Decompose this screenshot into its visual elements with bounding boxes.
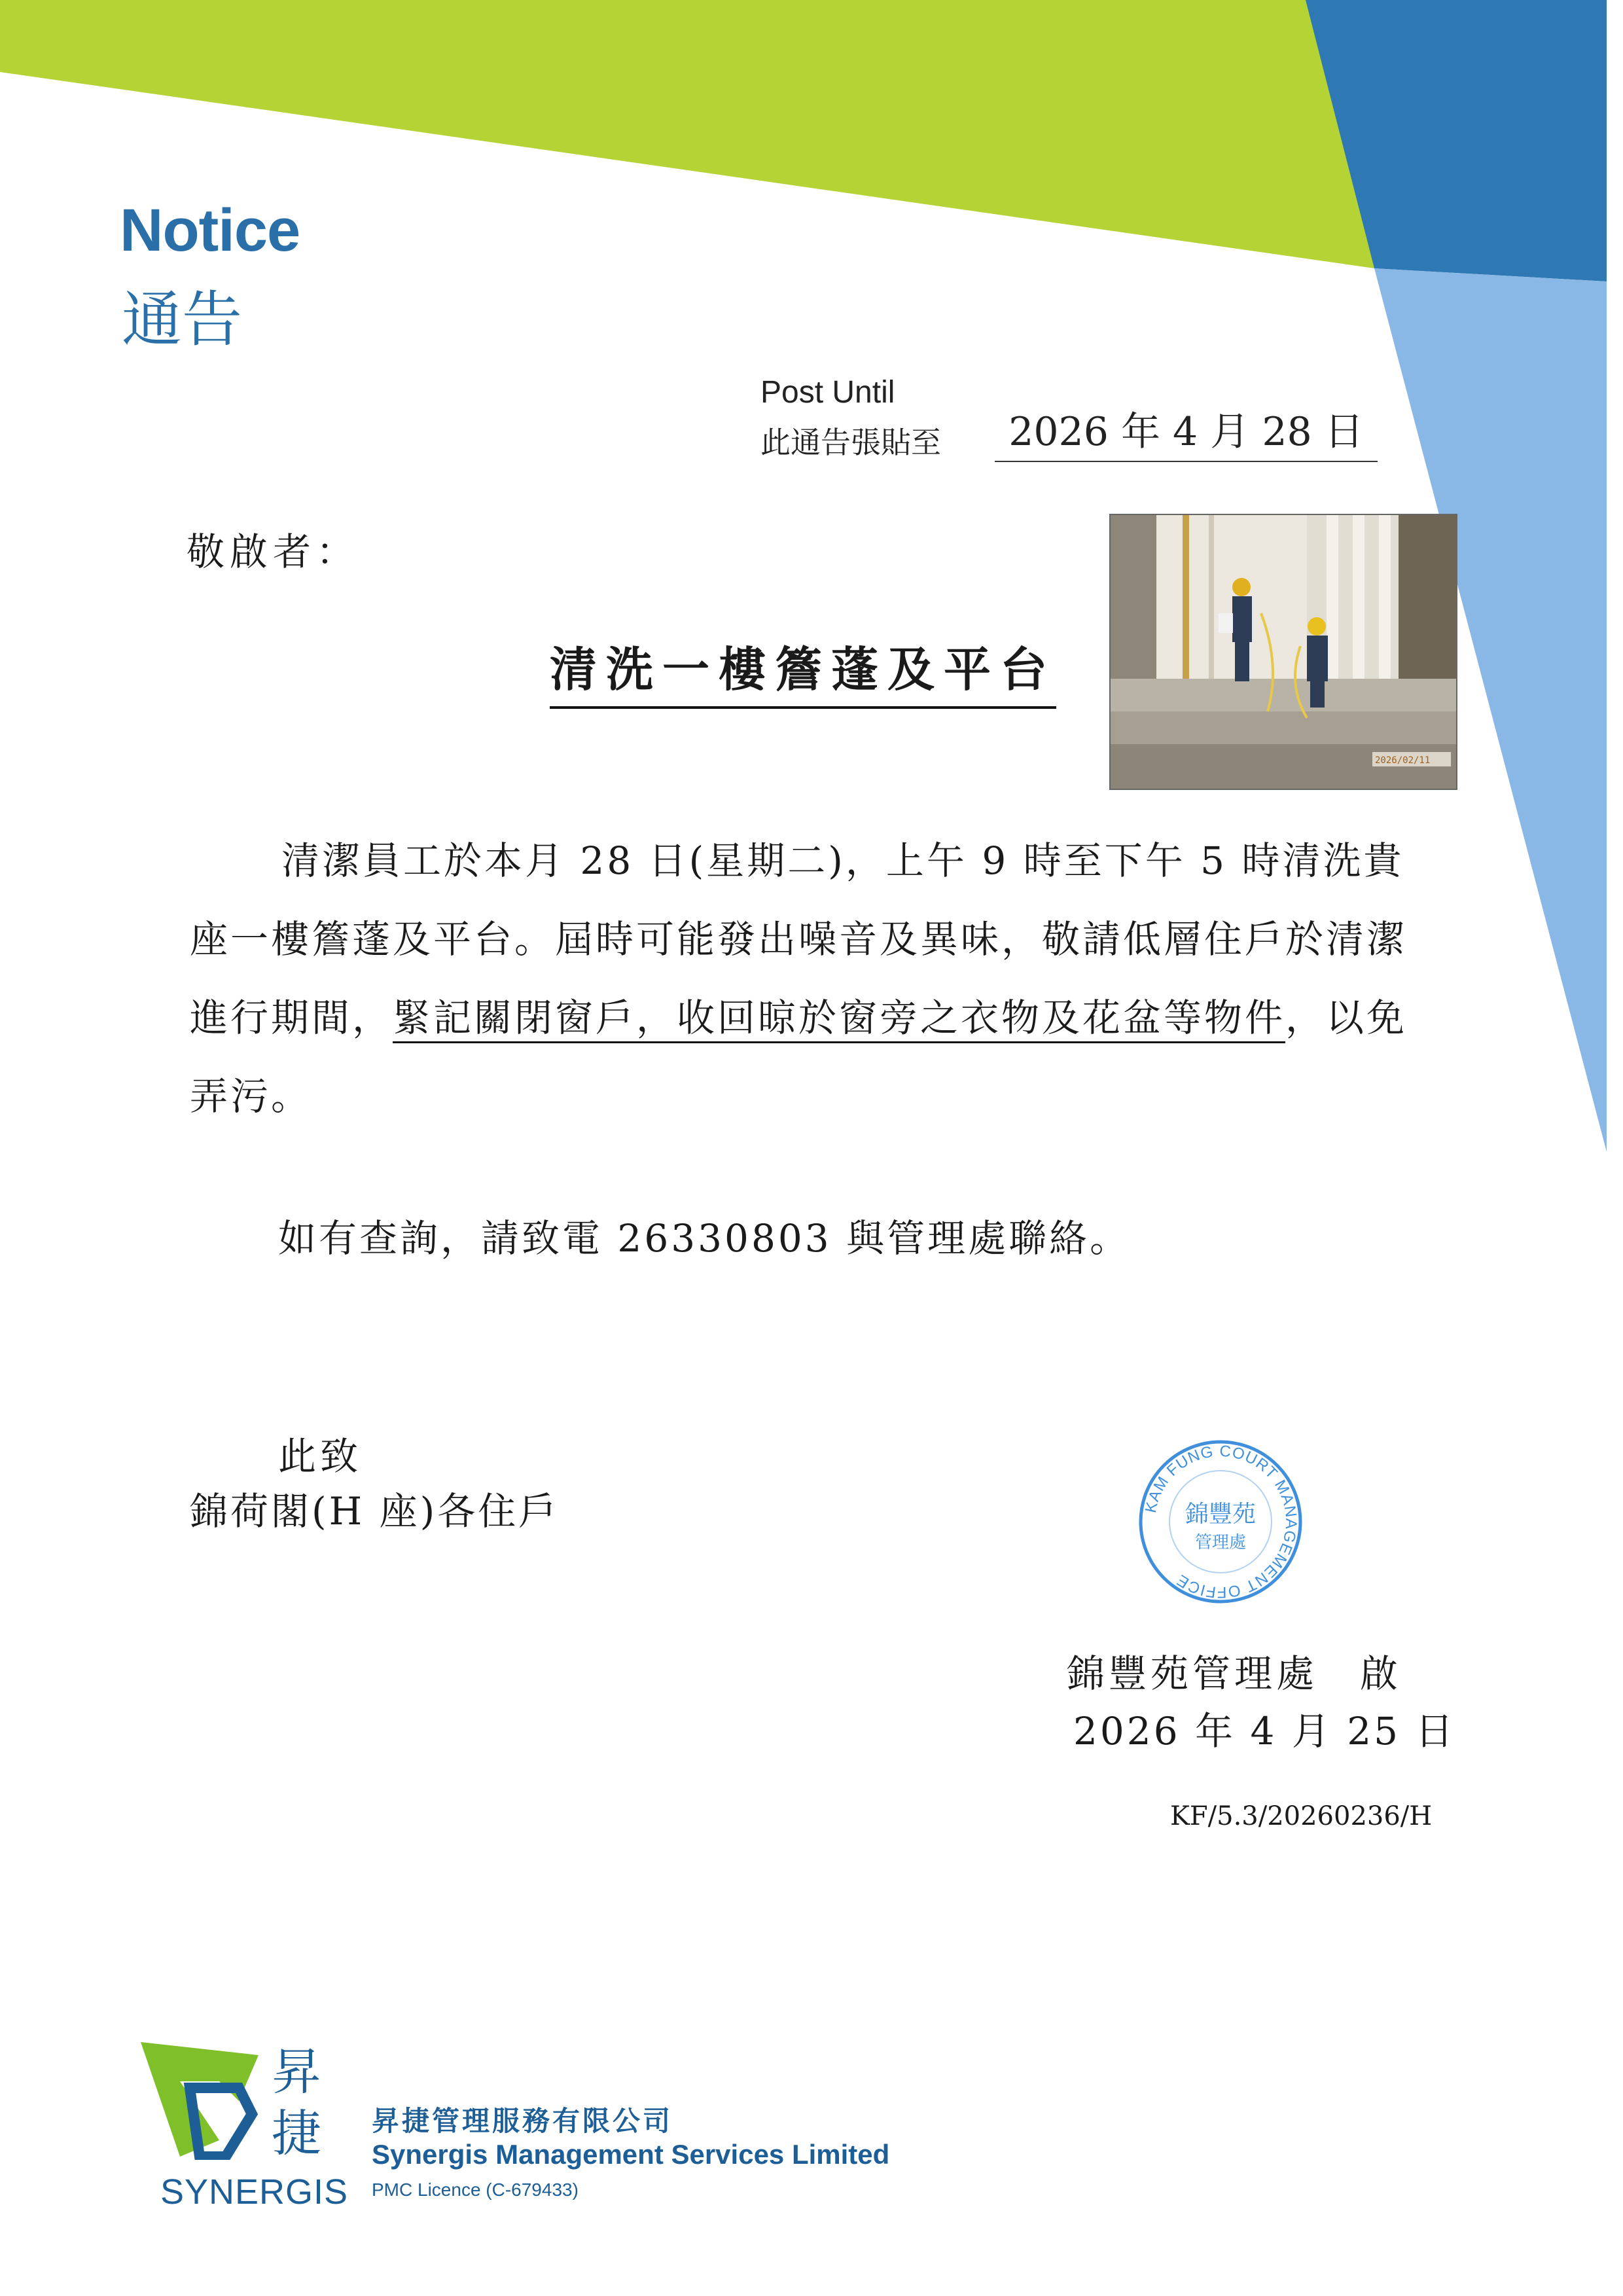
logo-char-1: 昇: [272, 2043, 321, 2101]
post-until-label-zh: 此通告張貼至: [760, 425, 941, 460]
cleaning-photo: [1109, 514, 1457, 790]
post-until-date: 2026 年 4 月 28 日: [995, 401, 1378, 462]
body-text-part1: 清潔員工於本月 28 日(星期二)，上午 9 時至下午 5 時清洗貴座一樓簷蓬及平台。屆時可能發出噪音及異味，敬請低層住戶於清潔進行期間，: [190, 838, 1408, 1040]
body-text-underlined: 緊記關閉窗戶，收回晾於窗旁之衣物及花盆等物件: [393, 996, 1285, 1043]
company-name-zh: 昇捷管理服務有限公司: [372, 2105, 673, 2137]
signer-date: 2026 年 4 月 25 日: [1073, 1709, 1456, 1753]
stamp-line1: 錦豐苑: [1185, 1501, 1257, 1528]
office-stamp: [1135, 1437, 1306, 1607]
company-name-en: Synergis Management Services Limited: [372, 2139, 890, 2170]
recipient-line: 錦荷閣(H 座)各住戶: [190, 1489, 560, 1534]
notice-title-en: Notice: [120, 197, 300, 264]
signer: 錦豐苑管理處 啟: [1067, 1651, 1402, 1696]
notice-body: [190, 821, 1420, 1136]
notice-heading: 清洗一樓簷蓬及平台: [550, 632, 1056, 709]
photo-timestamp: 2026/02/11: [1375, 755, 1431, 766]
post-until-label-en: Post Until: [760, 375, 895, 410]
logo-blue-shape: [190, 2088, 252, 2157]
stamp-line2: 管理處: [1194, 1533, 1247, 1552]
notice-title-zh: 通告: [122, 285, 243, 355]
reference-code: KF/5.3/20260236/H: [1170, 1801, 1433, 1831]
synergis-logo: [141, 2042, 344, 2160]
stamp-ring-text: KAM FUNG COURT MANAGEMENT OFFICE: [1141, 1442, 1300, 1602]
logo-char-2: 捷: [272, 2104, 321, 2160]
logo-wordmark: SYNERGIS: [160, 2172, 349, 2212]
company-licence: PMC Licence (C-679433): [372, 2179, 579, 2200]
salutation: 敬啟者：: [187, 529, 360, 574]
closing-line: 此致: [278, 1434, 363, 1479]
enquiry-line: 如有查詢，請致電 26330803 與管理處聯絡。: [278, 1216, 1131, 1261]
body-text-part2: ，以免弄污。: [190, 996, 1408, 1119]
